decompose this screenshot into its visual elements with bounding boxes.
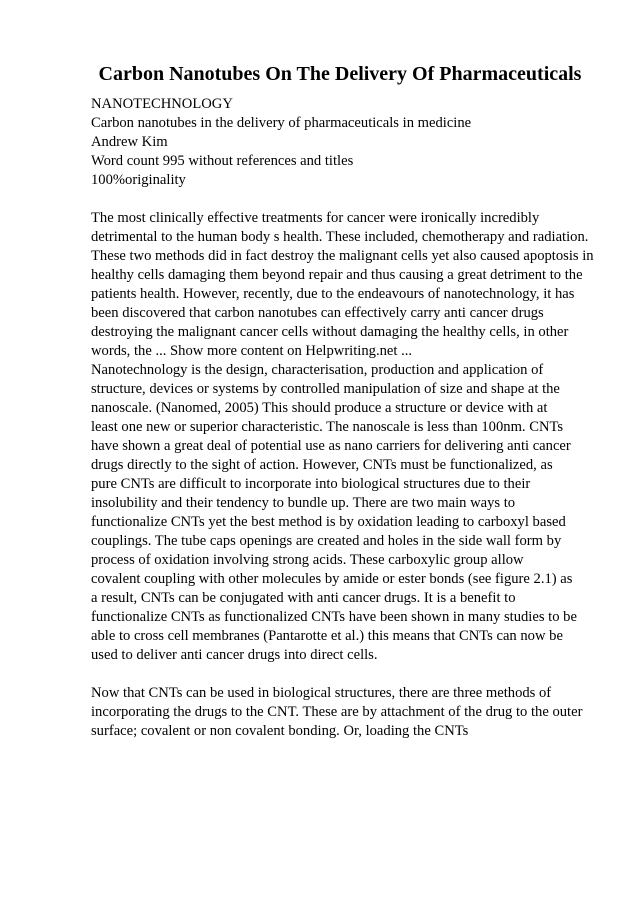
text-line: process of oxidation involving strong acids. These carboxylic group allow: [91, 552, 524, 568]
paragraph-1: [91, 209, 611, 665]
header-line: Word count 995 without references and titles: [91, 153, 354, 169]
text-line: detrimental to the human body s health. These included, chemotherapy and radiation.: [91, 229, 589, 245]
text-line: have shown a great deal of potential use as nano carriers for delivering anti cancer: [91, 438, 571, 454]
text-line: used to deliver anti cancer drugs into direct cells.: [91, 647, 378, 663]
text-line: a result, CNTs can be conjugated with anti cancer drugs. It is a benefit to: [91, 590, 516, 606]
text-line: words, the ... Show more content on Helpwriting.net ...: [91, 343, 413, 359]
text-line: least one new or superior characteristic. The nanoscale is less than 100nm. CNTs: [91, 419, 564, 435]
paragraph-spacer: [91, 665, 611, 684]
text-line: The most clinically effective treatments for cancer were ironically incredibly: [91, 210, 540, 226]
paragraph-2: [91, 684, 611, 741]
document-body: [91, 95, 611, 741]
text-line: couplings. The tube caps openings are created and holes in the side wall form by: [91, 533, 562, 549]
text-line: Now that CNTs can be used in biological structures, there are three methods of: [91, 685, 552, 701]
text-line: healthy cells damaging them beyond repair and thus causing a great detriment to the: [91, 267, 583, 283]
header-line: 100%originality: [91, 172, 186, 188]
text-line: patients health. However, recently, due to the endeavours of nanotechnology, it has: [91, 286, 575, 302]
header-line: Carbon nanotubes in the delivery of pharmaceuticals in medicine: [91, 115, 472, 131]
header-line: Andrew Kim: [91, 134, 168, 150]
text-line: insolubility and their tendency to bundle up. There are two main ways to: [91, 495, 516, 511]
text-line: been discovered that carbon nanotubes can effectively carry anti cancer drugs: [91, 305, 544, 321]
text-line: covalent coupling with other molecules by amide or ester bonds (see figure 2.1) as: [91, 571, 573, 587]
header-line: NANOTECHNOLOGY: [91, 96, 233, 112]
text-line: Nanotechnology is the design, characterisation, production and application of: [91, 362, 544, 378]
text-line: functionalize CNTs as functionalized CNTs have been shown in many studies to be: [91, 609, 577, 625]
document-title: Carbon Nanotubes On The Delivery Of Pharmaceuticals: [98, 63, 582, 85]
text-line: incorporating the drugs to the CNT. These are by attachment of the drug to the outer: [91, 704, 583, 720]
paragraph-spacer: [91, 190, 611, 209]
text-line: functionalize CNTs yet the best method is by oxidation leading to carboxyl based: [91, 514, 566, 530]
text-line: pure CNTs are difficult to incorporate into biological structures due to their: [91, 476, 531, 492]
text-line: These two methods did in fact destroy the malignant cells yet also caused apoptosis in: [91, 248, 594, 264]
text-line: nanoscale. (Nanomed, 2005) This should produce a structure or device with at: [91, 400, 548, 416]
text-line: able to cross cell membranes (Pantarotte et al.) this means that CNTs can now be: [91, 628, 563, 644]
text-line: structure, devices or systems by controlled manipulation of size and shape at the: [91, 381, 560, 397]
document-header-block: [91, 95, 611, 190]
text-line: surface; covalent or non covalent bonding. Or, loading the CNTs: [91, 723, 469, 739]
text-line: drugs directly to the sight of action. However, CNTs must be functionalized, as: [91, 457, 553, 473]
text-line: destroying the malignant cancer cells without damaging the healthy cells, in other: [91, 324, 569, 340]
